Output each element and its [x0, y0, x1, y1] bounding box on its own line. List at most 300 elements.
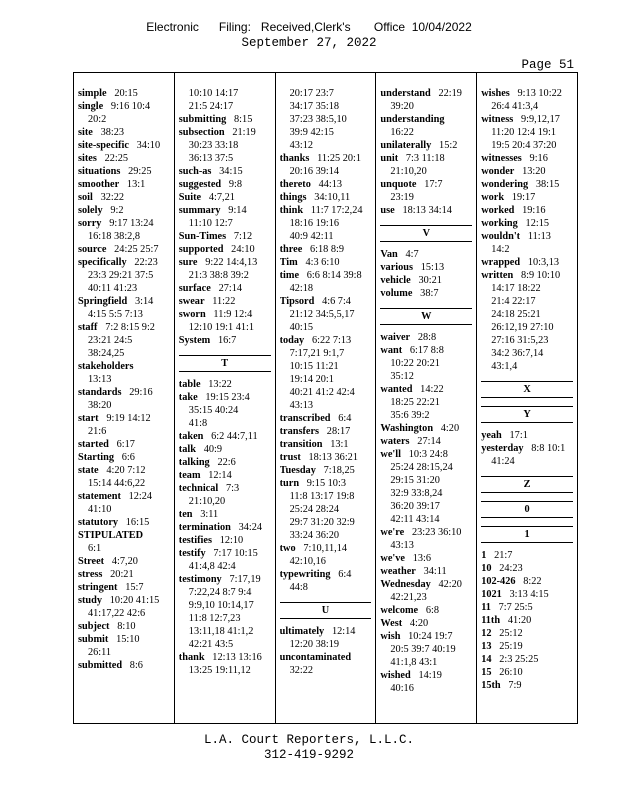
- index-entry: [380, 448, 472, 526]
- index-section-letter: W: [380, 308, 472, 325]
- index-references-continued: 16:18 38:2,8: [88, 231, 141, 242]
- index-entry: [280, 425, 372, 438]
- index-word: standards: [78, 387, 122, 398]
- index-references: 11:22: [212, 296, 236, 307]
- index-references-continued: 43:12: [289, 140, 314, 151]
- index-entry: [380, 287, 472, 300]
- index-entry: [380, 552, 472, 565]
- index-references: 19:15 23:4: [205, 392, 250, 403]
- index-column-1: [74, 73, 175, 723]
- index-word: Sun-Times: [178, 231, 227, 242]
- index-word: understanding: [380, 114, 445, 125]
- index-word: talk: [178, 444, 196, 455]
- index-word: wrapped: [481, 257, 521, 268]
- index-entry: [78, 360, 170, 386]
- index-references-continued: 24:18 25:21: [491, 309, 541, 320]
- index-references: 32:22: [100, 192, 125, 203]
- index-references-continued: 13:25 19:11,12: [188, 665, 251, 676]
- index-entry: [179, 87, 271, 113]
- index-entry: [280, 87, 372, 152]
- index-word: STIPULATED: [78, 530, 144, 541]
- index-word: submit: [78, 634, 109, 645]
- index-references: 9:13 10:22: [517, 88, 562, 99]
- index-references: 15:10: [116, 634, 140, 645]
- index-references: 38:7: [420, 288, 439, 299]
- index-references: 4:20 7:12: [106, 465, 146, 476]
- index-references: 12:13 13:16: [212, 652, 262, 663]
- index-references-continued: 21:12 34:5,5,17: [289, 309, 355, 320]
- index-references: 8:6: [129, 660, 143, 671]
- index-entry: [78, 529, 170, 555]
- index-references-continued: 6:1: [88, 543, 102, 554]
- index-references-continued: 23:19: [390, 192, 414, 203]
- index-references: 13:22: [208, 379, 232, 390]
- index-entry: [78, 191, 170, 204]
- index-entry: [481, 204, 573, 217]
- index-entry: [78, 165, 170, 178]
- index-references-continued: 12:20 38:19: [289, 639, 340, 650]
- index-entry: [481, 614, 573, 627]
- index-entry: [179, 482, 271, 508]
- index-references-continued: 42:10,16: [289, 556, 326, 567]
- index-references: 4:7,20: [111, 556, 138, 567]
- index-references: 6:6 8:14 39:8: [306, 270, 362, 281]
- index-references: 18:13 36:21: [308, 452, 358, 463]
- index-section-letter: Z: [481, 476, 573, 493]
- index-entry: [380, 261, 472, 274]
- index-word: source: [78, 244, 107, 255]
- index-entry: [380, 383, 472, 422]
- index-references-continued: 27:16 31:5,23: [491, 335, 549, 346]
- index-word: unilaterally: [380, 140, 432, 151]
- index-word: 15th: [481, 680, 501, 691]
- index-references-continued: 30:23 33:18: [188, 140, 239, 151]
- index-word: 14: [481, 654, 492, 665]
- index-references: 7:3: [226, 483, 240, 494]
- index-references: 34:10,11: [314, 192, 351, 203]
- index-entry: [380, 669, 472, 695]
- index-word: two: [279, 543, 296, 554]
- index-entry: [280, 204, 372, 243]
- index-references: 6:2 44:7,11: [211, 431, 258, 442]
- index-word: thereto: [279, 179, 311, 190]
- index-references-continued: 25:24 28:24: [289, 504, 340, 515]
- index-references: 11:13: [527, 231, 551, 242]
- index-word: West: [380, 618, 403, 629]
- index-word: wished: [380, 670, 411, 681]
- index-word: weather: [380, 566, 416, 577]
- index-word: state: [78, 465, 99, 476]
- index-references-continued: 32:22: [289, 665, 314, 676]
- index-entry: [481, 429, 573, 442]
- index-word: subject: [78, 621, 110, 632]
- index-references-continued: 40:21 41:2 42:4: [289, 387, 355, 398]
- index-references-continued: 9:9,10 10:14,17: [188, 600, 254, 611]
- index-references: 3:11: [200, 509, 219, 520]
- index-entry: [78, 438, 170, 451]
- index-word: staff: [78, 322, 98, 333]
- index-word: taken: [178, 431, 204, 442]
- index-references: 9:17 13:24: [109, 218, 154, 229]
- index-entry: [78, 178, 170, 191]
- index-references: 9:16: [529, 153, 548, 164]
- index-word: System: [178, 335, 211, 346]
- index-word: start: [78, 413, 99, 424]
- index-references: 9:2: [110, 205, 124, 216]
- index-word: Tuesday: [279, 465, 316, 476]
- index-entry: [280, 334, 372, 412]
- index-entry: [179, 204, 271, 230]
- index-entry: [280, 191, 372, 204]
- index-word: technical: [178, 483, 219, 494]
- index-references-continued: 34:17 35:18: [289, 101, 340, 112]
- index-references: 7:10,11,14: [303, 543, 348, 554]
- index-entry: [78, 490, 170, 516]
- index-entry: [280, 651, 372, 677]
- index-word: testifies: [178, 535, 212, 546]
- index-word: Street: [78, 556, 105, 567]
- index-entry: [280, 152, 372, 178]
- index-entry: [78, 555, 170, 568]
- index-references: 6:4: [338, 413, 352, 424]
- index-references-continued: 11:8 12:7,23: [188, 613, 241, 624]
- index-entry: [78, 568, 170, 581]
- index-references: 9:22 14:4,13: [205, 257, 258, 268]
- index-entry: [280, 412, 372, 425]
- index-entry: [280, 542, 372, 568]
- index-entry: [380, 604, 472, 617]
- index-references: 6:22 7:13: [311, 335, 352, 346]
- index-word: 15: [481, 667, 492, 678]
- index-section-letter: 1: [481, 526, 573, 543]
- index-entry: [481, 87, 573, 113]
- index-entry: [78, 256, 170, 295]
- index-references: 34:11: [423, 566, 447, 577]
- index-entry: [179, 282, 271, 295]
- index-word: started: [78, 439, 109, 450]
- index-references-continued: 38:24,25: [88, 348, 125, 359]
- index-entry: [78, 204, 170, 217]
- index-entry: [380, 87, 472, 113]
- index-word: Suite: [178, 192, 202, 203]
- index-references: 13:6: [412, 553, 432, 564]
- index-references: 16:7: [218, 335, 237, 346]
- index-references-continued: 32:9 33:8,24: [390, 488, 443, 499]
- index-references: 22:23: [134, 257, 158, 268]
- index-entry: [481, 165, 573, 178]
- index-entry: [481, 178, 573, 191]
- index-references-continued: 21:4 22:17: [491, 296, 536, 307]
- index-word: Springfield: [78, 296, 128, 307]
- index-entry: [481, 442, 573, 468]
- index-references: 24:23: [499, 563, 523, 574]
- index-word: table: [178, 379, 201, 390]
- index-entry: [179, 308, 271, 334]
- index-references: 24:10: [231, 244, 255, 255]
- index-references: 34:10: [136, 140, 161, 151]
- index-word: various: [380, 262, 414, 273]
- index-references: 10:3,13: [527, 257, 560, 268]
- index-references: 7:12: [233, 231, 253, 242]
- index-references: 4:20: [409, 618, 429, 629]
- index-entry: [280, 178, 372, 191]
- index-entry: [78, 152, 170, 165]
- index-references: 15:13: [420, 262, 445, 273]
- index-references: 7:3 11:18: [405, 153, 445, 164]
- index-references: 10:3 24:8: [408, 449, 448, 460]
- index-references-continued: 13:11,18 41:1,2: [188, 626, 254, 637]
- index-word: take: [178, 392, 198, 403]
- index-word: Washington: [380, 423, 434, 434]
- index-entry: [380, 139, 472, 152]
- index-word: wishes: [481, 88, 510, 99]
- index-references-continued: 13:13: [88, 374, 112, 385]
- index-word: Tipsord: [279, 296, 315, 307]
- index-references: 40:9: [203, 444, 223, 455]
- index-word: three: [279, 244, 303, 255]
- index-references-continued: 21:10,20: [390, 166, 427, 177]
- index-references-continued: 18:25 22:21: [390, 397, 440, 408]
- index-word: we've: [380, 553, 405, 564]
- index-references: 4:20: [440, 423, 460, 434]
- index-word: solely: [78, 205, 103, 216]
- index-word: specifically: [78, 257, 127, 268]
- index-references: 10:10 14:17: [188, 88, 239, 99]
- index-references: 7:17 10:15: [213, 548, 258, 559]
- index-references: 34:15: [219, 166, 243, 177]
- filing-stamp: Electronic Filing: Received,Clerk's Office 10/04/2022: [146, 20, 472, 34]
- index-word: situations: [78, 166, 121, 177]
- index-references: 2:3 25:25: [499, 654, 539, 665]
- index-references-continued: 35:12: [390, 371, 414, 382]
- index-entry: [179, 165, 271, 178]
- index-references: 10:24 19:7: [408, 631, 453, 642]
- index-section-letter: Y: [481, 406, 573, 423]
- index-word: wondering: [481, 179, 529, 190]
- index-references-continued: 4:15 5:5 7:13: [88, 309, 143, 320]
- index-references: 13:1: [330, 439, 349, 450]
- index-entry: [481, 679, 573, 692]
- index-entry: [179, 191, 271, 204]
- index-word: suggested: [178, 179, 222, 190]
- index-references: 4:7,21: [208, 192, 235, 203]
- index-entry: [78, 620, 170, 633]
- index-references: 9:9,12,17: [520, 114, 560, 125]
- index-entry: [78, 516, 170, 529]
- index-word: witness: [481, 114, 514, 125]
- index-section-letter: U: [280, 602, 372, 619]
- index-entry: [78, 386, 170, 412]
- index-section-letter: V: [380, 225, 472, 242]
- index-references: 3:13 4:15: [509, 589, 549, 600]
- index-section-letter: T: [179, 355, 271, 372]
- index-references: 22:19: [438, 88, 462, 99]
- index-word: understand: [380, 88, 431, 99]
- index-entry: [481, 640, 573, 653]
- index-word: sorry: [78, 218, 102, 229]
- index-references: 12:24: [128, 491, 153, 502]
- index-references: 28:8: [417, 332, 437, 343]
- index-references-continued: 43:13: [289, 400, 314, 411]
- index-word: wonder: [481, 166, 515, 177]
- index-references: 26:10: [499, 667, 523, 678]
- index-entry: [78, 659, 170, 672]
- index-entry: [179, 469, 271, 482]
- index-references: 42:20: [438, 579, 462, 590]
- index-references-continued: 43:13: [390, 540, 414, 551]
- index-entry: [179, 508, 271, 521]
- index-references-continued: 21:3 38:8 39:2: [188, 270, 249, 281]
- index-entry: [481, 152, 573, 165]
- index-references: 6:6: [121, 452, 135, 463]
- index-entry: [179, 113, 271, 126]
- index-references-continued: 25:24 28:15,24: [390, 462, 453, 473]
- index-word: 102-426: [481, 576, 516, 587]
- index-entry: [78, 321, 170, 360]
- index-word: turn: [279, 478, 300, 489]
- index-entry: [380, 274, 472, 287]
- index-references: 6:17: [116, 439, 135, 450]
- index-entry: [280, 256, 372, 269]
- index-word: stringent: [78, 582, 118, 593]
- page-footer: [0, 733, 618, 763]
- index-entry: [481, 627, 573, 640]
- index-references-continued: 33:24 36:20: [289, 530, 340, 541]
- index-entry: [179, 126, 271, 165]
- index-section-letter: 0: [481, 501, 573, 518]
- index-entry: [78, 126, 170, 139]
- index-references-continued: 12:10 19:1 41:1: [188, 322, 255, 333]
- index-word: wanted: [380, 384, 413, 395]
- index-references-continued: 26:12,19 27:10: [491, 322, 554, 333]
- page-number: Page 51: [521, 58, 574, 72]
- reporter-company: L.A. Court Reporters, L.L.C.: [203, 733, 415, 747]
- index-references: 15:7: [125, 582, 144, 593]
- index-references-continued: 19:14 20:1: [289, 374, 334, 385]
- index-word: stress: [78, 569, 103, 580]
- index-word: vehicle: [380, 275, 411, 286]
- index-references: 38:23: [100, 127, 125, 138]
- index-word: sure: [178, 257, 198, 268]
- index-references-continued: 23:3 29:21 37:5: [88, 270, 154, 281]
- index-word: transcribed: [279, 413, 331, 424]
- index-references-continued: 11:8 13:17 19:8: [289, 491, 355, 502]
- index-entry: [179, 256, 271, 282]
- index-references: 11:9 12:4: [213, 309, 253, 320]
- index-entry: [78, 451, 170, 464]
- index-references: 25:12: [499, 628, 523, 639]
- index-references-continued: 41:1,8 43:1: [390, 657, 438, 668]
- index-word: Starting: [78, 452, 115, 463]
- index-references-continued: 41:8: [188, 418, 208, 429]
- index-entry: [280, 243, 372, 256]
- index-references: 19:17: [511, 192, 536, 203]
- index-word: sites: [78, 153, 97, 164]
- index-references: 30:21: [418, 275, 442, 286]
- index-word: team: [178, 470, 201, 481]
- index-word: worked: [481, 205, 515, 216]
- index-references-continued: 21:10,20: [188, 496, 226, 507]
- index-word: single: [78, 101, 104, 112]
- index-references: 22:6: [217, 457, 236, 468]
- index-references: 21:7: [494, 550, 513, 561]
- index-word: think: [279, 205, 304, 216]
- index-references-continued: 7:22,24 8:7 9:4: [188, 587, 252, 598]
- index-word: use: [380, 205, 395, 216]
- index-references: 8:9 10:10: [520, 270, 561, 281]
- index-entry: [481, 230, 573, 256]
- index-references: 24:25 25:7: [114, 244, 159, 255]
- index-references-continued: 43:1,4: [491, 361, 518, 372]
- index-word: smoother: [78, 179, 120, 190]
- index-word: today: [279, 335, 305, 346]
- index-word: things: [279, 192, 307, 203]
- index-column-5: [477, 73, 577, 723]
- index-entry: [481, 601, 573, 614]
- index-references-continued: 21:6: [88, 426, 107, 437]
- index-entry: [481, 191, 573, 204]
- index-references-continued: 36:13 37:5: [188, 153, 234, 164]
- index-references: 6:17 8:8: [409, 345, 444, 356]
- index-references: 6:18 8:9: [310, 244, 345, 255]
- index-references: 8:10: [117, 621, 136, 632]
- index-references: 20:15: [114, 88, 138, 99]
- index-references: 7:18,25: [323, 465, 355, 476]
- index-references: 11:25 20:1: [317, 153, 362, 164]
- index-references: 18:13 34:14: [402, 205, 452, 216]
- index-word: we'll: [380, 449, 401, 460]
- index-word: unquote: [380, 179, 417, 190]
- index-references-continued: 14:17 18:22: [491, 283, 541, 294]
- index-references-continued: 42:21 43:5: [188, 639, 234, 650]
- index-references-continued: 41:10: [88, 504, 112, 515]
- index-word: Tim: [279, 257, 298, 268]
- index-entry: [481, 217, 573, 230]
- index-word: transfers: [279, 426, 320, 437]
- index-entry: [481, 562, 573, 575]
- index-references-continued: 29:15 31:20: [390, 475, 440, 486]
- index-entry: [380, 630, 472, 669]
- index-column-3: [276, 73, 377, 723]
- index-word: ultimately: [279, 626, 325, 637]
- index-word: waters: [380, 436, 410, 447]
- index-entry: [179, 243, 271, 256]
- index-entry: [179, 573, 271, 651]
- index-entry: [179, 391, 271, 430]
- index-word: ten: [178, 509, 193, 520]
- index-word: supported: [178, 244, 224, 255]
- index-section-letter: X: [481, 381, 573, 398]
- index-entry: [280, 269, 372, 295]
- index-references-continued: 20:16 39:14: [289, 166, 340, 177]
- index-references: 20:21: [110, 569, 134, 580]
- index-word: typewriting: [279, 569, 331, 580]
- index-references-continued: 44:8: [289, 582, 308, 593]
- index-word: want: [380, 345, 403, 356]
- index-word: work: [481, 192, 505, 203]
- index-references: 4:3 6:10: [305, 257, 340, 268]
- index-word: written: [481, 270, 514, 281]
- index-entry: [78, 100, 170, 126]
- index-word: thank: [178, 652, 205, 663]
- index-references: 27:14: [417, 436, 441, 447]
- index-entry: [481, 256, 573, 269]
- index-entry: [280, 625, 372, 651]
- index-word: uncontaminated: [279, 652, 352, 663]
- index-word: sworn: [178, 309, 206, 320]
- index-references-continued: 38:20: [88, 400, 112, 411]
- index-references: 22:25: [104, 153, 129, 164]
